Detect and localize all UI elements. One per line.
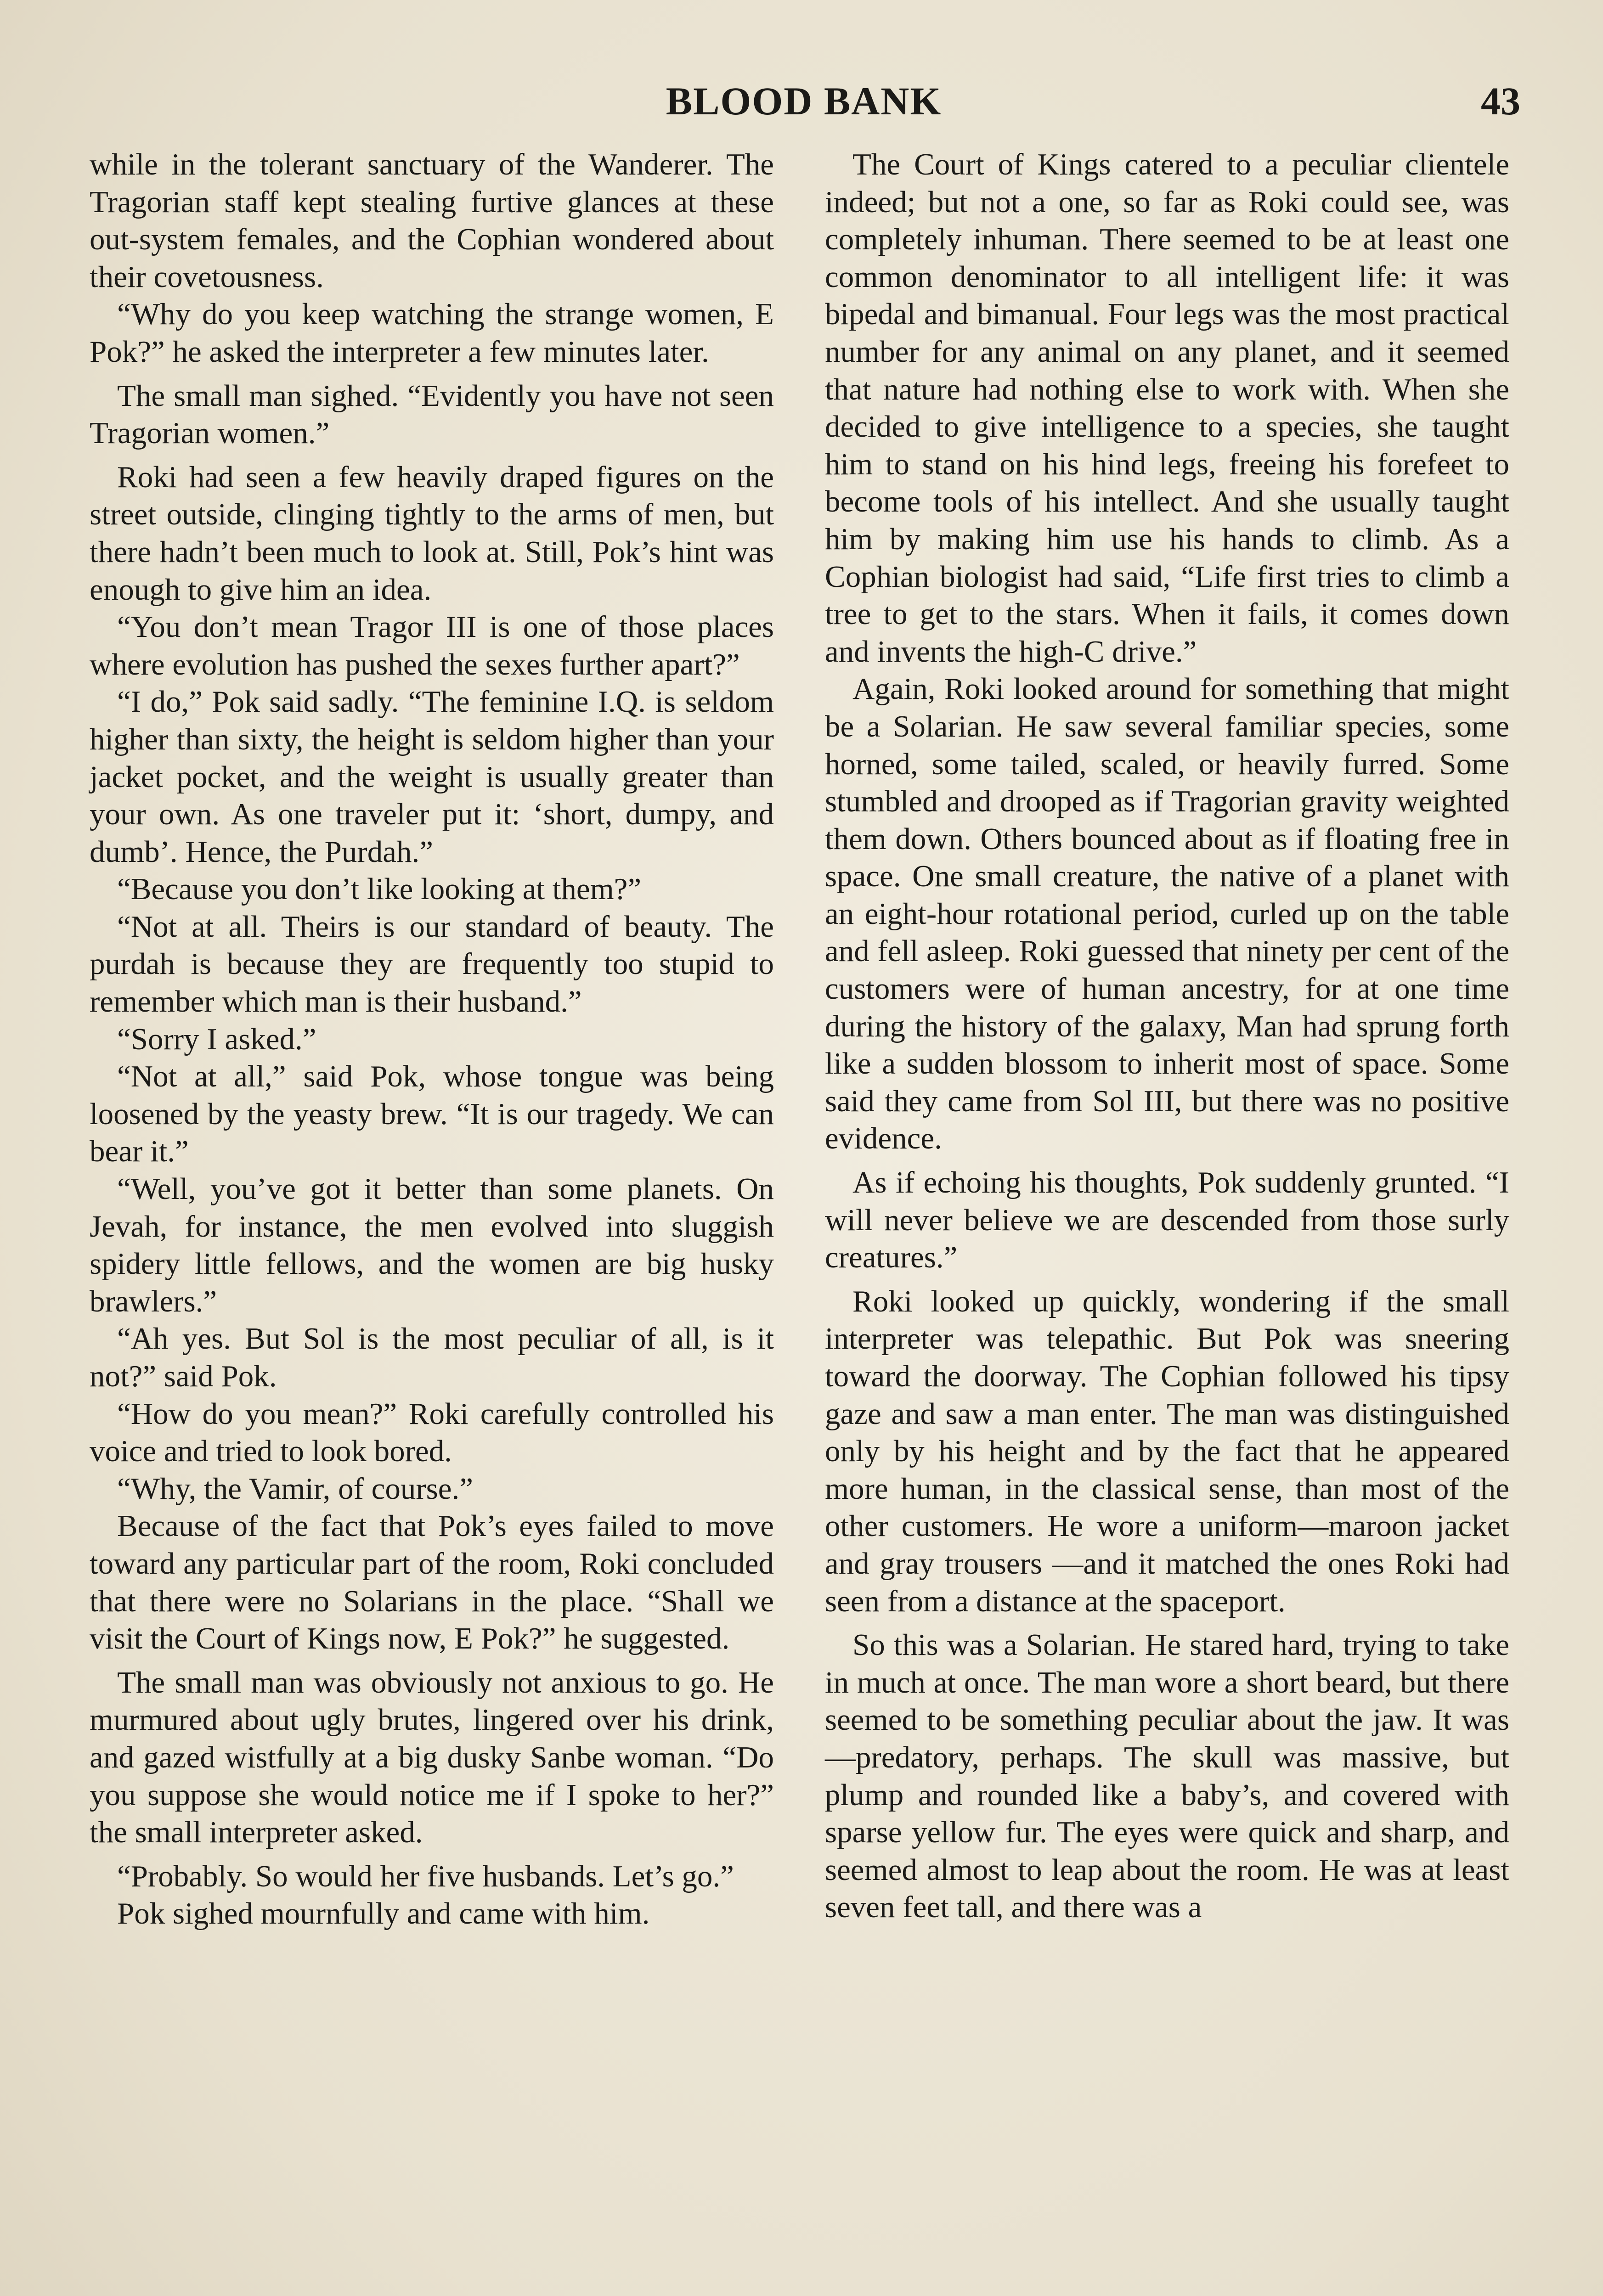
paragraph: “Sorry I asked.” [117,1022,316,1056]
paragraph: As if echoing his thoughts, Pok suddenly grunted. “I will never believe we are descended from those surly creatures.” [825,1165,1509,1275]
paragraph: The small man was obviously not anxious to go. He murmured about ugly brutes, lingered over his drink, and gazed wistfully at a big dusky Sanbe woman. “Do you suppose she would notice me if I spoke to her?” the small interpreter asked. [90,1665,774,1850]
paragraph: “Ah yes. But Sol is the most peculiar of all, is it not?” said Pok. [90,1322,774,1393]
page-number: 43 [1481,79,1520,123]
paragraph: Because of the fact that Pok’s eyes failed to move toward any particular part of the room, Roki concluded that there were no Solarians in the place. “Shall we visit the Court of Kings now, E Pok?” he suggested. [90,1509,774,1656]
paragraph: Roki looked up quickly, wondering if the small interpreter was telepathic. But Pok was sneering toward the doorway. The Cophian followed his tipsy gaze and saw a man enter. The man was distinguished only by his height and by the fact that he appeared more human, in the classical sense, than most of the other customers. He wore a uniform—maroon jacket and gray trousers —and it matched the ones Roki had seen from a distance at the spaceport. [825,1284,1509,1618]
paragraph: So this was a Solarian. He stared hard, trying to take in much at once. The man wore a short beard, but there seemed to be something peculiar about the jaw. It was —predatory, perhaps. The skull was massive, but plump and rounded like a baby’s, and covered with sparse yellow fur. The eyes were quick and sharp, and seemed almost to leap about the room. He was at least seven feet tall, and there was a [825,1628,1509,1925]
paragraph: “Why do you keep watching the strange women, E Pok?” he asked the interpreter a few minutes later. [90,297,774,369]
paragraph: Roki had seen a few heavily draped figures on the street outside, clinging tightly to the arms of men, but there hadn’t been much to look at. Still, Pok’s hint was enough to give him an idea. [90,460,774,607]
paragraph: “Not at all,” said Pok, whose tongue was being loosened by the yeasty brew. “It is our tragedy. We can bear it.” [90,1059,774,1169]
paragraph: “Not at all. Theirs is our standard of beauty. The purdah is because they are frequently too stupid to remember which man is their husband.” [90,909,774,1019]
paragraph: The Court of Kings catered to a peculiar clientele indeed; but not a one, so far as Roki could see, was completely inhuman. There seemed to be at least one common denominator to all intelligent life: it was bipedal and bimanual. Four legs was the most practical number for any animal on any planet, and it seemed that nature had nothing else to work with. When she decided to give intelligence to a species, she taught him to stand on his hind legs, freeing his forefeet to become tools of his intellect. And she usually taught him by making him use his hands to climb. As a Cophian biologist had said, “Life first tries to climb a tree to get to the stars. When it fails, it comes down and invents the high-C drive.” [825,147,1509,669]
text-column-left [90,146,774,1933]
paragraph: “Probably. So would her five husbands. Let’s go.” [117,1859,734,1893]
text-column-right [825,146,1509,1926]
paragraph: The small man sighed. “Evidently you have not seen Tragorian women.” [90,378,774,450]
page-header [87,69,1520,133]
paragraph: “Because you don’t like looking at them?” [117,872,642,906]
paragraph: while in the tolerant sanctuary of the Wanderer. The Tragorian staff kept stealing furtive glances at these out-system females, and the Cophian wondered about their covetousness. [90,147,774,294]
paragraph: Again, Roki looked around for something that might be a Solarian. He saw several familiar species, some horned, some tailed, scaled, or heavily furred. Some stumbled and drooped as if Tragorian gravity weighted them down. Others bounced about as if floating free in space. One small creature, the native of a planet with an eight-hour rotational period, curled up on the table and fell asleep. Roki guessed that ninety per cent of the customers were of human ancestry, for at one time during the history of the galaxy, Man had sprung forth like a sudden blossom to inherit most of space. Some said they came from Sol III, but there was no positive evidence. [825,672,1509,1156]
paragraph: “I do,” Pok said sadly. “The feminine I.Q. is seldom higher than sixty, the height is seldom higher than your jacket pocket, and the weight is usually greater than your own. As one traveler put it: ‘short, dumpy, and dumb’. Hence, the Purdah.” [90,685,774,869]
paragraph: “Why, the Vamir, of course.” [117,1471,473,1506]
paragraph: “How do you mean?” Roki carefully controlled his voice and tried to look bored. [90,1396,774,1469]
paragraph: “Well, you’ve got it better than some planets. On Jevah, for instance, the men evolved into sluggish spidery little fellows, and the women are big husky brawlers.” [90,1172,774,1318]
paragraph: Pok sighed mournfully and came with him. [117,1896,650,1931]
paragraph: “You don’t mean Tragor III is one of those places where evolution has pushed the sexes further apart?” [90,610,774,681]
running-title: BLOOD BANK [666,79,942,123]
